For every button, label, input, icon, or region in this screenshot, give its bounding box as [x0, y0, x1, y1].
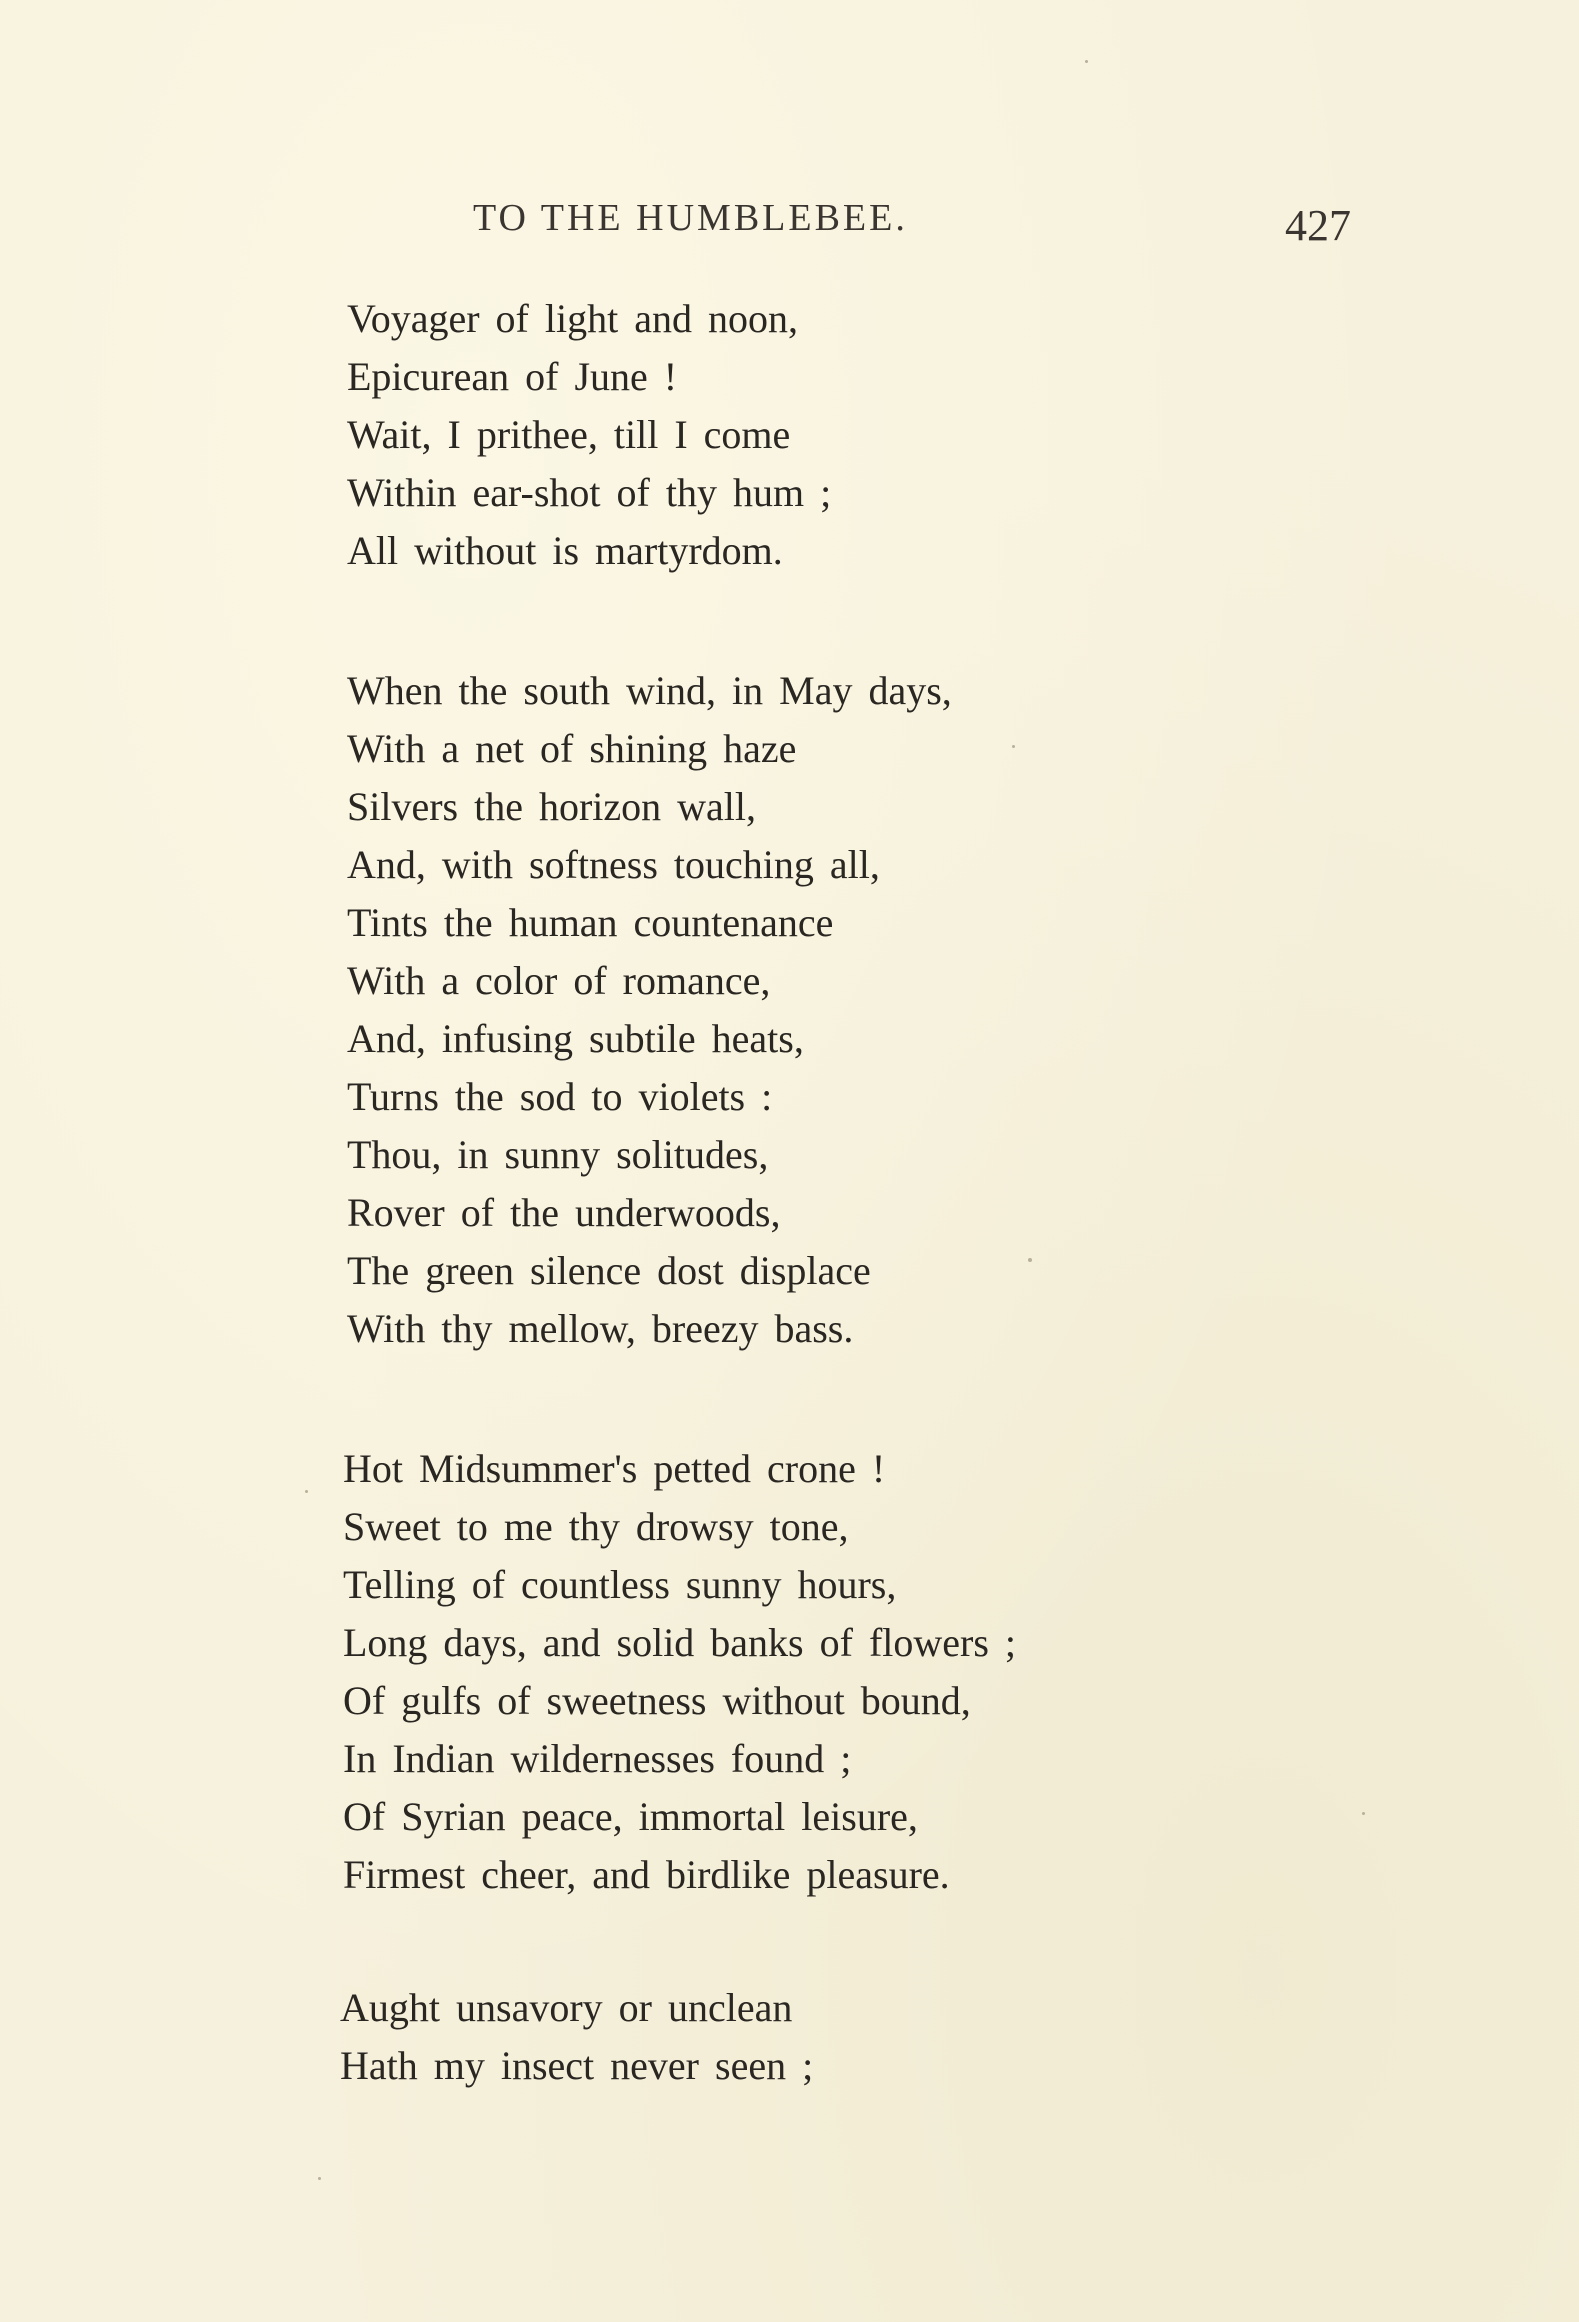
paper-speck — [1362, 1812, 1365, 1815]
poem-line: Within ear-shot of thy hum ; — [347, 470, 832, 515]
stanza-2 — [347, 662, 952, 1358]
poem-line: With a color of romance, — [347, 958, 771, 1003]
poem-line: The green silence dost displace — [347, 1248, 871, 1293]
stanza-3 — [343, 1440, 1016, 1904]
poem-line: Voyager of light and noon, — [347, 296, 798, 341]
paper-speck — [305, 1490, 308, 1493]
poem-line: With thy mellow, breezy bass. — [347, 1306, 854, 1351]
poem-line: Hot Midsummer's petted crone ! — [343, 1446, 886, 1491]
paper-speck — [1028, 1258, 1032, 1262]
poem-line: In Indian wildernesses found ; — [343, 1736, 852, 1781]
poem-line: Firmest cheer, and birdlike pleasure. — [343, 1852, 950, 1897]
poem-line: And, with softness touching all, — [347, 842, 880, 887]
poem-line: Long days, and solid banks of flowers ; — [343, 1620, 1017, 1665]
poem-line: With a net of shining haze — [347, 726, 797, 771]
poem-line: Of gulfs of sweetness without bound, — [343, 1678, 971, 1723]
poem-line: Hath my insect never seen ; — [340, 2043, 814, 2088]
stanza-4 — [340, 1979, 813, 2095]
stanza-1 — [347, 290, 831, 580]
poem-line: When the south wind, in May days, — [347, 668, 952, 713]
paper-speck — [318, 2177, 321, 2180]
poem-line: Turns the sod to violets : — [347, 1074, 773, 1119]
poem-line: Telling of countless sunny hours, — [343, 1562, 897, 1607]
poem-line: Rover of the underwoods, — [347, 1190, 781, 1235]
poem-line: All without is martyrdom. — [347, 528, 783, 573]
poem-line: Tints the human countenance — [347, 900, 834, 945]
running-title: TO THE HUMBLEBEE. — [473, 197, 908, 239]
poem-line: Thou, in sunny solitudes, — [347, 1132, 769, 1177]
poem-line: Aught unsavory or unclean — [340, 1985, 793, 2030]
paper-speck — [1085, 60, 1088, 63]
page-number: 427 — [1285, 201, 1351, 250]
paper-speck — [1012, 745, 1015, 748]
poem-line: Wait, I prithee, till I come — [347, 412, 791, 457]
poem-line: Silvers the horizon wall, — [347, 784, 757, 829]
poem-line: And, infusing subtile heats, — [347, 1016, 804, 1061]
poem-line: Epicurean of June ! — [347, 354, 678, 399]
poem-line: Sweet to me thy drowsy tone, — [343, 1504, 849, 1549]
poem-line: Of Syrian peace, immortal leisure, — [343, 1794, 918, 1839]
